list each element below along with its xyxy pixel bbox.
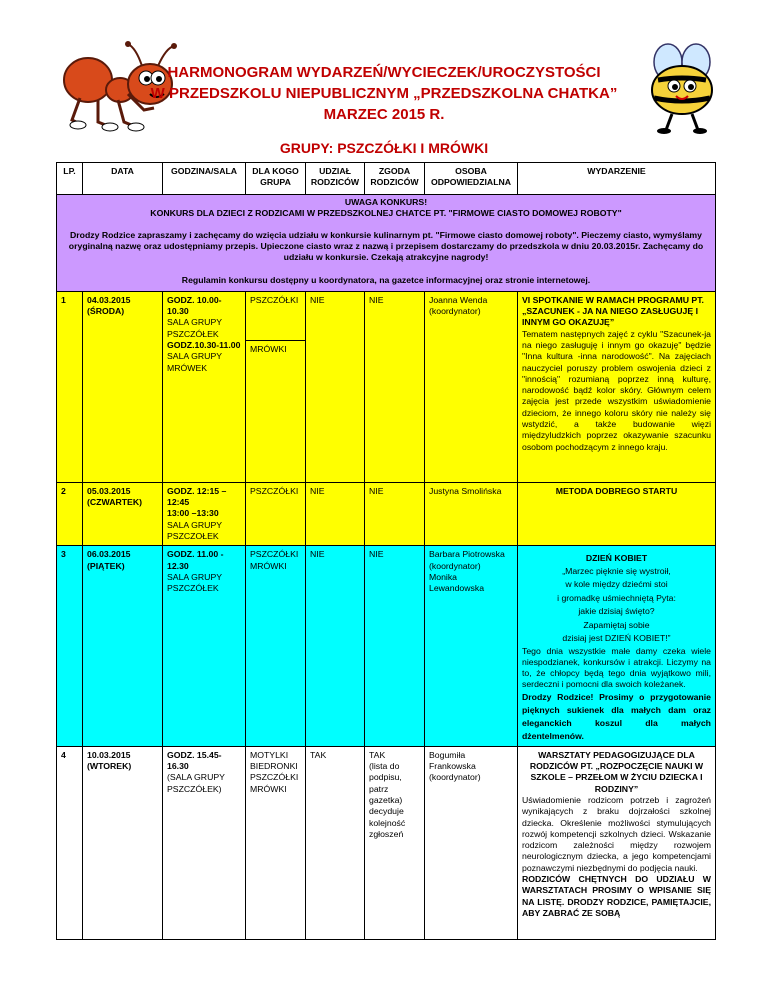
row-room1: SALA GRUPY PSZCZÓŁEK: [167, 571, 222, 594]
notice-title: UWAGA KONKURS!: [344, 197, 428, 207]
event-body: Uświadomienie rodzicom potrzeb i zagrożeń wynikających z braku dojrzałości szkolnej dziecka. Określenie możliwości stymulujących rozwój kompetencji szkolnych dzieci. Wskazanie rodzicom zależności między rozwojem neurologicznym dziecka, a jego kompetencjami poznawczymi niezbędnymi do podjęcia nauki.: [522, 794, 711, 873]
row-osoba: Joanna Wenda (koordynator): [425, 291, 518, 482]
row-osoba: Justyna Smolińska: [425, 482, 518, 545]
row-date-value: 10.03.2015: [87, 749, 131, 760]
document-title-line3: MARZEC 2015 R.: [323, 106, 445, 123]
row-zgoda: NIE: [365, 546, 425, 746]
row-time: [163, 291, 246, 482]
notice-contest: KONKURS DLA DZIECI Z RODZICAMI W PRZEDSZKOLNEJ CHATCE PT. "FIRMOWE CIASTO DOMOWEJ ROBOTY": [150, 208, 622, 219]
contest-notice: [57, 195, 716, 292]
event-title: VI SPOTKANIE W RAMACH PROGRAMU PT. „SZACUNEK - JA NA NIEGO ZASŁUGUJĘ I INNYM GO OKAZUJĘ”: [522, 294, 704, 328]
poem-line: dzisiaj jest DZIEŃ KOBIET!”: [562, 633, 671, 644]
row-udzial: NIE: [306, 291, 365, 482]
row-lp: 1: [57, 291, 83, 482]
row-osoba: [425, 546, 518, 746]
groups-subtitle: GRUPY: PSZCZÓŁKI I MRÓWKI: [279, 140, 489, 156]
events-table: [56, 162, 716, 940]
notice-rules: Regulamin konkursu dostępny u koordynatora, na gazetce informacyjnej oraz stronie internetowej.: [181, 275, 591, 286]
event-bold-note: RODZICÓW CHĘTNYCH DO UDZIAŁU W WARSZTATACH PROSIMY O WPISANIE SIĘ NA LISTĘ. DRODZY RODZICE, PAMIĘTAJCIE, ABY ZABRAĆ ZE SOBĄ: [522, 874, 711, 918]
row-group2: MRÓWKI: [250, 343, 287, 354]
event-body: Tematem następnych zajęć z cyklu "Szacunek-ja na niego zasługuję i innym go okazuję" będzie "Inna kultura -inna narodowość". Na zajęciach nauczyciel poruszy problem oswojenia dzieci z "innością" rozumianą poprzez inną kulturę, narodowość bądź kolor skóry. Głównym celem zajęcia jest przede wszystkim uświadomienie dzieciom, że innego koloru skóry nie należy się wstydzić, a także budowanie więzi międzyludzkich poprzez okazywanie szacunku osobom pochodzącym z innego kraju.: [522, 328, 711, 452]
row-day: (WTOREK): [87, 761, 132, 772]
row-time: [163, 746, 246, 939]
row-zgoda: NIE: [365, 482, 425, 545]
row-groups: [246, 546, 306, 746]
event-title: DZIEŃ KOBIET: [585, 553, 648, 564]
col-header-osoba: OSOBA ODPOWIEDZIALNA: [425, 163, 518, 195]
row-zgoda: NIE: [365, 291, 425, 482]
row-date-value: 04.03.2015: [87, 294, 131, 305]
row-lp: 3: [57, 546, 83, 746]
row-day: (ŚRODA): [87, 306, 125, 317]
row-time1: GODZ. 12:15 – 12:45: [167, 485, 227, 508]
row-group1: PSZCZÓŁKI: [246, 482, 306, 545]
table-row: [57, 546, 716, 746]
row-group: MRÓWKI: [250, 783, 287, 794]
notice-body: Drodzy Rodzice zapraszamy i zachęcamy do wzięcia udziału w konkursie kulinarnym pt. "Firmowe ciasto domowej roboty". Pieczemy ciasto, wymyślamy oryginalną nazwę oraz udostępniamy przepis. Upieczone ciasto wraz z nazwą i przepisem dostarczamy do przedszkola w dniu 20.03.2015r. Zachęcamy do udziału w konkursie. Czekają atrakcyjne nagrody!: [68, 229, 704, 263]
row-day: (PIĄTEK): [87, 560, 125, 571]
poem-line: Zapamiętaj sobie: [583, 619, 650, 630]
row-time1: GODZ. 10.00-10.30: [167, 294, 222, 317]
row-event: [518, 291, 716, 482]
row-osoba1: Barbara Piotrowska (koordynator): [429, 549, 505, 571]
col-header-lp: LP.: [57, 163, 83, 195]
row-group1: PSZCZÓŁKI: [246, 292, 305, 341]
row-groups: [246, 746, 306, 939]
row-zgoda-note: (lista do podpisu, patrz gazetka) decyduje kolejność zgłoszeń: [369, 761, 406, 839]
row-lp: 2: [57, 482, 83, 545]
row-time1: GODZ. 15.45-16.30: [167, 749, 222, 772]
event-body: Tego dnia wszystkie małe damy czeka wiele niespodzianek, konkursów i atrakcji. Liczymy na to, że chłopcy będą tego dnia wyjątkowo mili, serdeczni i pomocni dla swoich koleżanek.: [522, 645, 711, 690]
row-date-value: 06.03.2015: [87, 549, 131, 560]
row-group: PSZCZÓŁKI: [250, 772, 299, 783]
col-header-udzial: UDZIAŁ RODZICÓW: [306, 163, 365, 195]
row-time1: GODZ. 11.00 - 12.30: [167, 549, 224, 571]
col-header-godzina: GODZINA/SALA: [163, 163, 246, 195]
table-header-row: [57, 163, 716, 195]
poem-line: i gromadkę uśmiechniętą Pyta:: [557, 592, 676, 603]
row-event: [518, 546, 716, 746]
row-group: BIEDRONKI: [250, 761, 298, 772]
table-row: [57, 746, 716, 939]
col-header-zgoda: ZGODA RODZICÓW: [365, 163, 425, 195]
row-zgoda: [365, 746, 425, 939]
row-udzial: NIE: [306, 482, 365, 545]
row-time: [163, 546, 246, 746]
event-bold-note: Drodzy Rodzice! Prosimy o przygotowanie pięknych sukienek dla małych dam oraz eleganckich koszul dla małych dżentelmenów.: [522, 691, 711, 741]
row-osoba2: Monika Lewandowska: [429, 571, 485, 594]
col-header-dla-kogo: DLA KOGO GRUPA: [246, 163, 306, 195]
row-group1: PSZCZÓŁKI: [250, 549, 299, 560]
row-day: (CZWARTEK): [87, 497, 143, 508]
row-time2: GODZ.10.30-11.00: [167, 339, 241, 350]
row-room1: SALA GRUPY PSZCZÓŁEK: [167, 317, 222, 339]
row-room2: SALA GRUPY MRÓWEK: [167, 351, 222, 373]
row-time2: 13:00 –13:30: [167, 508, 219, 519]
row-room1: (SALA GRUPY PSZCZÓŁEK): [167, 772, 225, 794]
row-zgoda-value: TAK: [369, 749, 386, 760]
poem-line: „Marzec pięknie się wystroił,: [562, 565, 671, 576]
row-lp: 4: [57, 746, 83, 939]
document-title-line1: HARMONOGRAM WYDARZEŃ/WYCIECZEK/UROCZYSTOŚCI: [167, 64, 601, 81]
document-title-line2: W PRZEDSZKOLU NIEPUBLICZNYM „PRZEDSZKOLNA CHATKA”: [150, 85, 618, 102]
row-udzial: NIE: [306, 546, 365, 746]
row-room1: SALA GRUPY PSZCZOŁEK: [167, 519, 222, 541]
table-row: [57, 482, 716, 545]
row-group: MOTYLKI: [250, 749, 289, 760]
col-header-data: DATA: [83, 163, 163, 195]
row-event-title: METODA DOBREGO STARTU: [518, 482, 716, 545]
row-event: [518, 746, 716, 939]
table-row: [57, 291, 716, 482]
row-date-value: 05.03.2015: [87, 485, 131, 496]
col-header-wydarzenie: WYDARZENIE: [518, 163, 716, 195]
row-time: [163, 482, 246, 545]
row-udzial: TAK: [306, 746, 365, 939]
poem-line: w kole między dziećmi stoi: [565, 579, 668, 590]
row-osoba: Bogumiła Frankowska (koordynator): [425, 746, 518, 939]
event-poem: [522, 565, 711, 646]
row-date: [83, 546, 163, 746]
contest-notice-row: [57, 195, 716, 292]
row-groups: [246, 291, 306, 482]
row-date: [83, 482, 163, 545]
row-group2: MRÓWKI: [250, 560, 287, 571]
row-date: [83, 291, 163, 482]
event-title: WARSZTATY PEDAGOGIZUJĄCE DLA RODZICÓW PT. „ROZPOCZĘCIE NAUKI W SZKOLE – PRZEŁOM W ŻYCIU DZIECKA I RODZINY”: [529, 749, 704, 794]
row-date: [83, 746, 163, 939]
poem-line: jakie dzisiaj święto?: [578, 606, 655, 617]
